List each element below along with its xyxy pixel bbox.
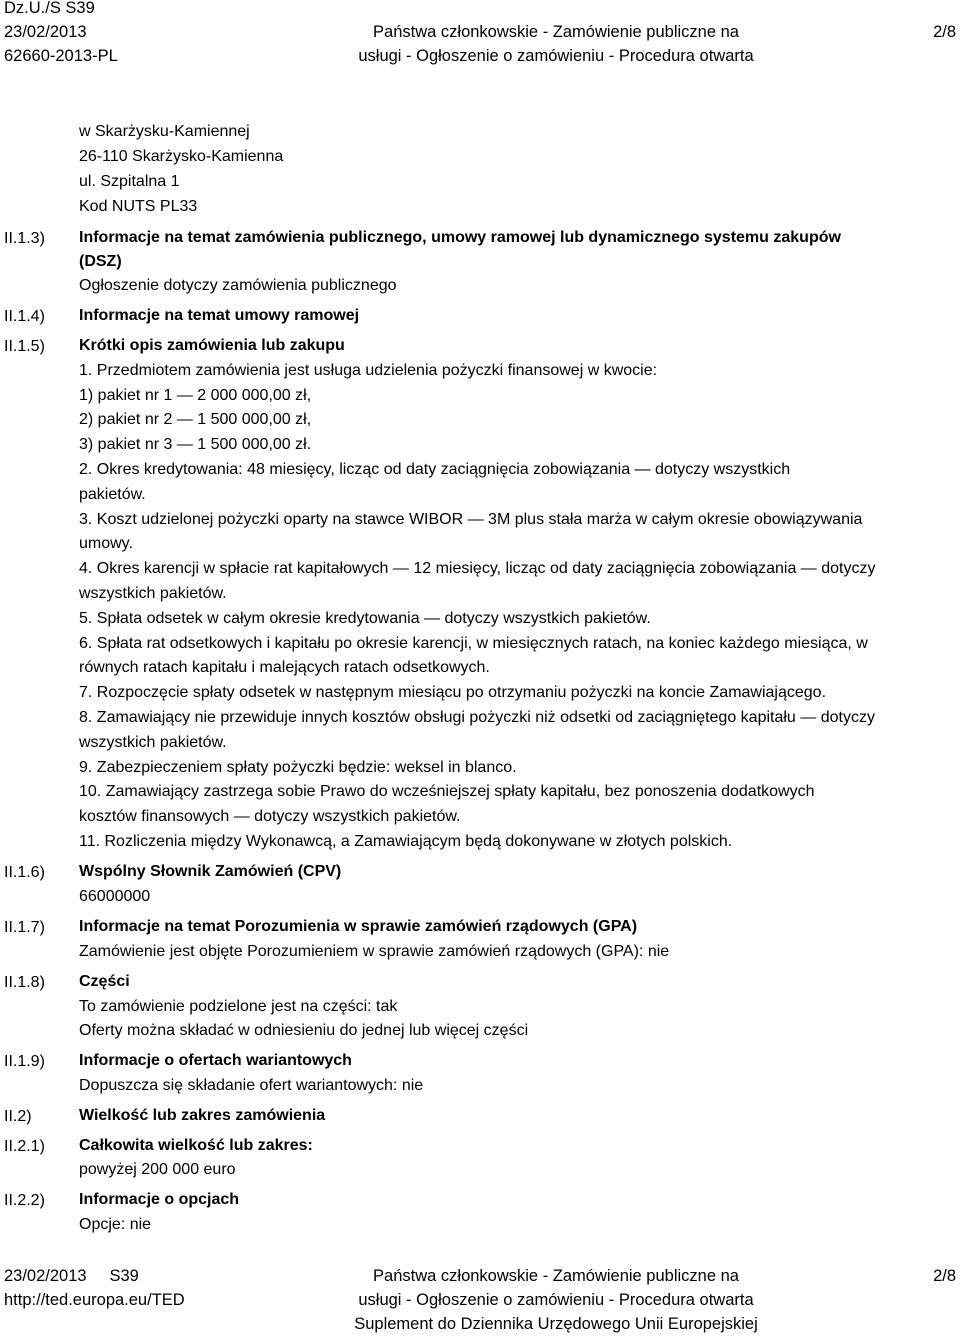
description-line: równych ratach kapitału i malejących ratach odsetkowych.: [79, 659, 490, 676]
footer-url[interactable]: http://ted.europa.eu/TED: [4, 1291, 185, 1309]
description-line: 6. Spłata rat odsetkowych i kapitału po okresie karencji, w miesięcznych ratach, na koniec każdego miesiąca, w: [79, 635, 868, 652]
footer-title-line3: Suplement do Dziennika Urzędowego Unii Europejskiej: [354, 1315, 758, 1333]
section-title: (DSZ): [79, 253, 122, 270]
section-title: Wielkość lub zakres zamówienia: [79, 1107, 326, 1124]
description-line: 10. Zamawiający zastrzega sobie Prawo do wcześniejszej spłaty kapitału, bez ponoszenia dodatkowych: [79, 783, 815, 800]
section-value: Oferty można składać w odniesieniu do jednej lub więcej części: [79, 1022, 529, 1039]
header-notice-id: 62660-2013-PL: [4, 47, 118, 65]
section-title: Informacje o opcjach: [79, 1191, 240, 1208]
description-line: 5. Spłata odsetek w całym okresie kredytowania — dotyczy wszystkich pakietów.: [79, 610, 651, 627]
footer-date-ref: 23/02/2013 S39: [4, 1267, 139, 1285]
section-number: II.1.4): [4, 308, 45, 325]
header-title-line2: usługi - Ogłoszenie o zamówieniu - Procedura otwarta: [358, 47, 754, 65]
address-line: 26-110 Skarżysko-Kamienna: [79, 148, 284, 165]
description-line: 11. Rozliczenia między Wykonawcą, a Zamawiającym będą dokonywane w złotych polskich.: [79, 833, 733, 850]
section-value: 66000000: [79, 888, 151, 905]
description-line: 4. Okres karencji w spłacie rat kapitałowych — 12 miesięcy, licząc od daty zaciągnięcia zobowiązania — dotyczy: [79, 560, 876, 577]
address-line: Kod NUTS PL33: [79, 198, 198, 215]
description-line: 7. Rozpoczęcie spłaty odsetek w następnym miesiącu po otrzymaniu pożyczki na koncie Zamawiającego.: [79, 684, 827, 701]
description-line: 1. Przedmiotem zamówienia jest usługa udzielenia pożyczki finansowej w kwocie:: [79, 362, 658, 379]
section-value: Opcje: nie: [79, 1216, 152, 1233]
section-value: Ogłoszenie dotyczy zamówienia publicznego: [79, 277, 397, 294]
header-journal-ref: Dz.U./S S39: [4, 0, 95, 17]
section-title: Informacje na temat zamówienia publicznego, umowy ramowej lub dynamicznego systemu zakupów: [79, 229, 841, 246]
section-value: powyżej 200 000 euro: [79, 1161, 236, 1178]
description-line: 3. Koszt udzielonej pożyczki oparty na stawce WIBOR — 3M plus stała marża w całym okresie obowiązywania: [79, 511, 863, 528]
section-number: II.2.2): [4, 1192, 45, 1209]
description-line: umowy.: [79, 535, 133, 552]
description-line: kosztów finansowych — dotyczy wszystkich pakietów.: [79, 808, 461, 825]
section-number: II.1.8): [4, 974, 45, 991]
section-title: Informacje na temat Porozumienia w sprawie zamówień rządowych (GPA): [79, 918, 638, 935]
section-value: To zamówienie podzielone jest na części: tak: [79, 998, 398, 1015]
description-line: 2. Okres kredytowania: 48 miesięcy, licząc od daty zaciągnięcia zobowiązania — dotyczy wszystkich: [79, 461, 791, 478]
address-line: w Skarżysku-Kamiennej: [79, 123, 250, 140]
section-number: II.1.6): [4, 864, 45, 881]
header-date: 23/02/2013: [4, 23, 87, 41]
footer-page-number: 2/8: [933, 1267, 956, 1285]
footer-title-line1: Państwa członkowskie - Zamówienie publiczne na: [373, 1267, 739, 1285]
footer-title-line2: usługi - Ogłoszenie o zamówieniu - Procedura otwarta: [358, 1291, 754, 1309]
section-title: Informacje na temat umowy ramowej: [79, 307, 360, 324]
description-line: wszystkich pakietów.: [79, 734, 227, 751]
description-line: wszystkich pakietów.: [79, 585, 227, 602]
description-line: 2) pakiet nr 2 — 1 500 000,00 zł,: [79, 411, 312, 428]
address-line: ul. Szpitalna 1: [79, 173, 180, 190]
section-number: II.1.5): [4, 338, 45, 355]
section-title: Całkowita wielkość lub zakres:: [79, 1137, 313, 1154]
section-title: Wspólny Słownik Zamówień (CPV): [79, 863, 342, 880]
section-number: II.2.1): [4, 1138, 45, 1155]
header-title-line1: Państwa członkowskie - Zamówienie publiczne na: [373, 23, 739, 41]
section-number: II.1.7): [4, 919, 45, 936]
description-line: 8. Zamawiający nie przewiduje innych kosztów obsługi pożyczki niż odsetki od zaciągniętego kapitału — dotyczy: [79, 709, 875, 726]
section-number: II.1.3): [4, 230, 45, 247]
section-value: Dopuszcza się składanie ofert wariantowych: nie: [79, 1077, 424, 1094]
header-page-number: 2/8: [933, 23, 956, 41]
description-line: 1) pakiet nr 1 — 2 000 000,00 zł,: [79, 387, 312, 404]
section-number: II.1.9): [4, 1053, 45, 1070]
section-title: Informacje o ofertach wariantowych: [79, 1052, 352, 1069]
section-title: Części: [79, 973, 130, 990]
description-line: 3) pakiet nr 3 — 1 500 000,00 zł.: [79, 436, 312, 453]
section-value: Zamówienie jest objęte Porozumieniem w sprawie zamówień rządowych (GPA): nie: [79, 943, 670, 960]
section-title: Krótki opis zamówienia lub zakupu: [79, 337, 345, 354]
section-number: II.2): [4, 1108, 32, 1125]
description-line: pakietów.: [79, 486, 146, 503]
description-line: 9. Zabezpieczeniem spłaty pożyczki będzie: weksel in blanco.: [79, 759, 517, 776]
